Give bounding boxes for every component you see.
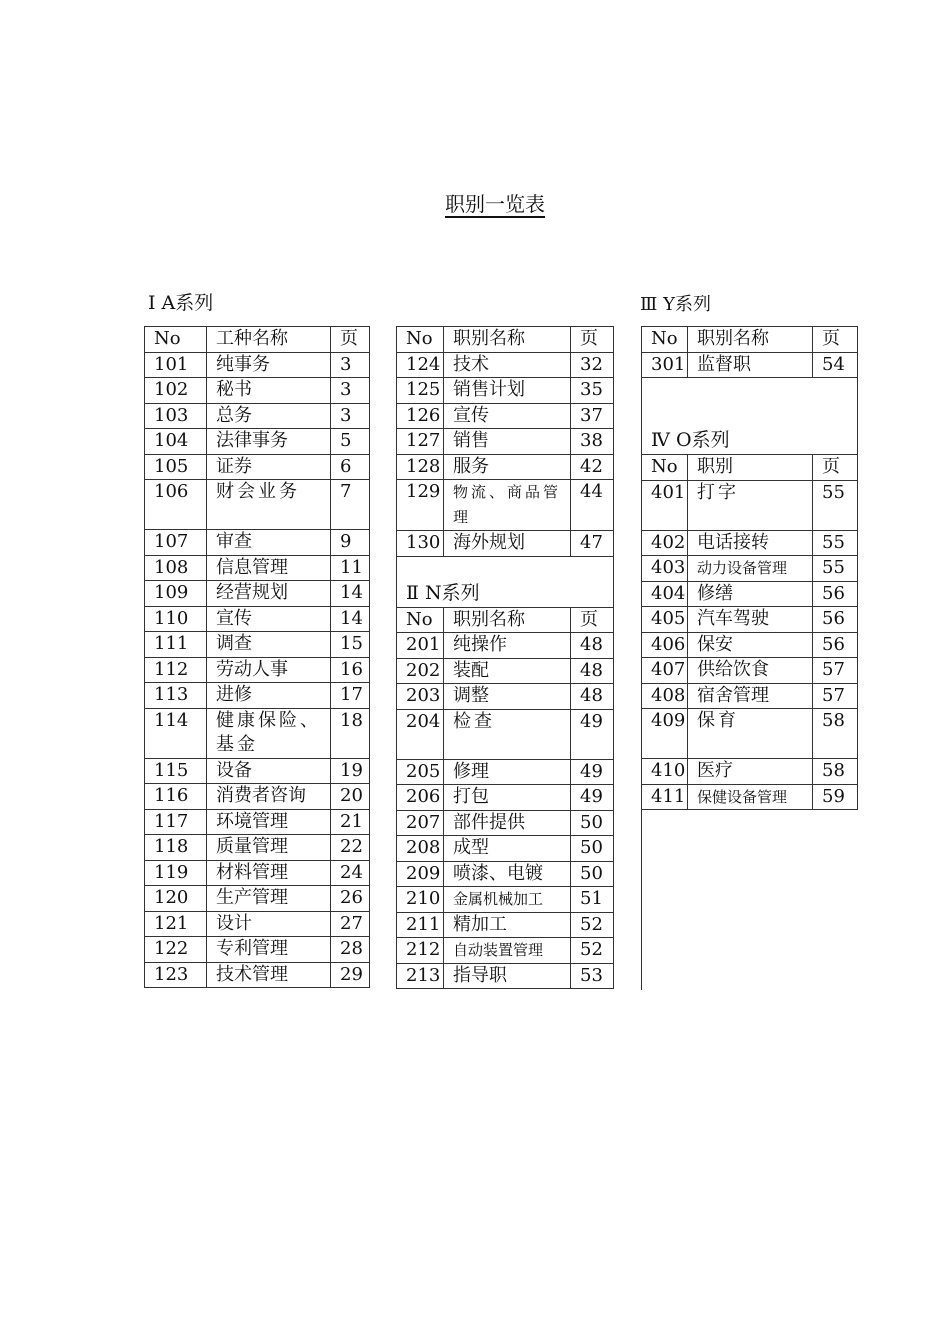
cell-name: 动力设备管理 — [688, 556, 813, 582]
header-no: No — [397, 327, 444, 353]
cell-page: 15 — [331, 632, 370, 658]
table-row — [397, 887, 614, 913]
table-row — [397, 912, 614, 938]
cell-name: 消费者咨询 — [207, 784, 331, 810]
cell-name: 指导职 — [444, 963, 571, 989]
cell-page: 35 — [571, 378, 614, 404]
table-row — [397, 378, 614, 404]
table-row — [145, 911, 370, 937]
cell-name: 质量管理 — [207, 835, 331, 861]
cell-name: 医疗 — [688, 759, 813, 785]
cell-name: 纯事务 — [207, 352, 331, 378]
table-row — [145, 480, 370, 530]
table-row — [397, 938, 614, 964]
table-row — [397, 759, 614, 785]
table-a-series — [144, 326, 370, 988]
cell-no: 126 — [397, 403, 444, 429]
cell-page: 55 — [813, 480, 858, 530]
cell-no: 107 — [145, 530, 207, 556]
cell-page: 3 — [331, 403, 370, 429]
cell-page: 50 — [571, 810, 614, 836]
cell-page: 44 — [571, 480, 614, 531]
header-no: No — [145, 327, 207, 353]
table-row — [145, 708, 370, 758]
cell-name: 劳动人事 — [207, 657, 331, 683]
cell-page: 53 — [571, 963, 614, 989]
cell-no: 213 — [397, 963, 444, 989]
cell-no: 103 — [145, 403, 207, 429]
table-row — [397, 633, 614, 659]
table-row — [145, 657, 370, 683]
cell-name: 审查 — [207, 530, 331, 556]
cell-name: 保安 — [688, 632, 813, 658]
table-row — [642, 352, 858, 378]
cell-page: 7 — [331, 480, 370, 530]
cell-name: 进修 — [207, 683, 331, 709]
cell-name: 宣传 — [207, 606, 331, 632]
cell-page: 11 — [331, 555, 370, 581]
table-row — [642, 480, 858, 530]
cell-no: 409 — [642, 709, 688, 759]
table-row — [642, 530, 858, 556]
header-no: No — [642, 327, 688, 353]
cell-name: 销售计划 — [444, 378, 571, 404]
table-row — [642, 709, 858, 759]
cell-no: 201 — [397, 633, 444, 659]
cell-no: 112 — [145, 657, 207, 683]
cell-name: 技术 — [444, 352, 571, 378]
cell-page: 54 — [813, 352, 858, 378]
cell-name: 经营规划 — [207, 581, 331, 607]
cell-no: 410 — [642, 759, 688, 785]
cell-no: 109 — [145, 581, 207, 607]
cell-page: 21 — [331, 809, 370, 835]
cell-no: 130 — [397, 531, 444, 557]
cell-name: 修理 — [444, 759, 571, 785]
cell-name: 秘书 — [207, 378, 331, 404]
cell-name: 专利管理 — [207, 937, 331, 963]
cell-no: 204 — [397, 709, 444, 759]
cell-name: 装配 — [444, 658, 571, 684]
cell-no: 406 — [642, 632, 688, 658]
table-row — [145, 429, 370, 455]
cell-page: 52 — [571, 912, 614, 938]
cell-no: 104 — [145, 429, 207, 455]
cell-no: 111 — [145, 632, 207, 658]
cell-no: 127 — [397, 429, 444, 455]
cell-name: 修缮 — [688, 581, 813, 607]
table-row — [642, 607, 858, 633]
table-row — [397, 684, 614, 710]
cell-name: 物流、商品管理 — [444, 480, 571, 531]
cell-page: 27 — [331, 911, 370, 937]
cell-no: 211 — [397, 912, 444, 938]
cell-page: 14 — [331, 606, 370, 632]
cell-name: 销售 — [444, 429, 571, 455]
cell-page: 48 — [571, 658, 614, 684]
cell-name: 财会业务 — [207, 480, 331, 530]
cell-name: 调整 — [444, 684, 571, 710]
table-row — [642, 658, 858, 684]
table-row — [397, 352, 614, 378]
table-row — [145, 555, 370, 581]
cell-no: 115 — [145, 758, 207, 784]
header-name: 职别名称 — [688, 327, 813, 353]
cell-no: 117 — [145, 809, 207, 835]
cell-name: 精加工 — [444, 912, 571, 938]
section-o-label: Ⅳ O系列 — [651, 429, 730, 451]
table-header-row — [397, 607, 614, 633]
table-row — [145, 962, 370, 988]
cell-name: 总务 — [207, 403, 331, 429]
table-row — [145, 454, 370, 480]
cell-name: 调查 — [207, 632, 331, 658]
cell-no: 401 — [642, 480, 688, 530]
cell-no: 208 — [397, 836, 444, 862]
cell-name: 金属机械加工 — [444, 887, 571, 913]
cell-page: 28 — [331, 937, 370, 963]
cell-page: 58 — [813, 709, 858, 759]
cell-name: 汽车驾驶 — [688, 607, 813, 633]
cell-page: 48 — [571, 684, 614, 710]
header-page: 页 — [571, 327, 614, 353]
cell-name: 打包 — [444, 785, 571, 811]
table-row — [642, 759, 858, 785]
cell-no: 206 — [397, 785, 444, 811]
cell-no: 120 — [145, 886, 207, 912]
cell-page: 9 — [331, 530, 370, 556]
table-row — [397, 531, 614, 557]
cell-page: 50 — [571, 836, 614, 862]
cell-no: 113 — [145, 683, 207, 709]
cell-no: 405 — [642, 607, 688, 633]
cell-page: 50 — [571, 861, 614, 887]
table-row — [145, 860, 370, 886]
cell-page: 37 — [571, 403, 614, 429]
cell-no: 129 — [397, 480, 444, 531]
cell-page: 32 — [571, 352, 614, 378]
header-page: 页 — [813, 455, 858, 481]
table-row — [642, 581, 858, 607]
cell-page: 59 — [813, 784, 858, 810]
cell-page: 18 — [331, 708, 370, 758]
cell-name: 健康保险、基金 — [207, 708, 331, 758]
cell-no: 207 — [397, 810, 444, 836]
table-header-row — [397, 327, 614, 353]
cell-no: 101 — [145, 352, 207, 378]
trailing-space — [642, 810, 858, 991]
cell-no: 210 — [397, 887, 444, 913]
cell-name: 材料管理 — [207, 860, 331, 886]
cell-name: 服务 — [444, 454, 571, 480]
cell-page: 52 — [571, 938, 614, 964]
cell-page: 57 — [813, 658, 858, 684]
cell-page: 55 — [813, 530, 858, 556]
cell-no: 408 — [642, 683, 688, 709]
cell-page: 38 — [571, 429, 614, 455]
cell-name: 海外规划 — [444, 531, 571, 557]
cell-name: 宿舍管理 — [688, 683, 813, 709]
table-row — [145, 683, 370, 709]
cell-name: 成型 — [444, 836, 571, 862]
table-row — [145, 378, 370, 404]
table-row — [145, 758, 370, 784]
table-row — [145, 784, 370, 810]
table-row — [145, 937, 370, 963]
cell-name: 设备 — [207, 758, 331, 784]
cell-no: 106 — [145, 480, 207, 530]
cell-no: 121 — [145, 911, 207, 937]
cell-no: 411 — [642, 784, 688, 810]
table-row — [642, 683, 858, 709]
cell-no: 124 — [397, 352, 444, 378]
cell-no: 125 — [397, 378, 444, 404]
cell-page: 58 — [813, 759, 858, 785]
cell-name: 设计 — [207, 911, 331, 937]
cell-page: 20 — [331, 784, 370, 810]
cell-name: 电话接转 — [688, 530, 813, 556]
cell-page: 49 — [571, 785, 614, 811]
cell-no: 403 — [642, 556, 688, 582]
section-gap-cell — [642, 378, 858, 455]
cell-name: 检查 — [444, 709, 571, 759]
table-row — [145, 581, 370, 607]
table-row — [145, 606, 370, 632]
table-row — [145, 886, 370, 912]
cell-name: 保育 — [688, 709, 813, 759]
cell-page: 19 — [331, 758, 370, 784]
cell-name: 纯操作 — [444, 633, 571, 659]
cell-no: 407 — [642, 658, 688, 684]
cell-name: 技术管理 — [207, 962, 331, 988]
cell-name: 供给饮食 — [688, 658, 813, 684]
cell-no: 123 — [145, 962, 207, 988]
cell-no: 209 — [397, 861, 444, 887]
header-name: 职别名称 — [444, 607, 571, 633]
table-row — [145, 403, 370, 429]
cell-page: 42 — [571, 454, 614, 480]
cell-page: 24 — [331, 860, 370, 886]
header-name: 职别名称 — [444, 327, 571, 353]
table-row — [397, 836, 614, 862]
header-name: 工种名称 — [207, 327, 331, 353]
cell-name: 信息管理 — [207, 555, 331, 581]
cell-page: 14 — [331, 581, 370, 607]
header-name: 职别 — [688, 455, 813, 481]
table-row — [397, 480, 614, 531]
cell-page: 49 — [571, 759, 614, 785]
table-y-o-series — [641, 326, 858, 990]
cell-no: 114 — [145, 708, 207, 758]
section-a-label: Ⅰ A系列 — [148, 292, 214, 314]
section-y-label: Ⅲ Y系列 — [640, 294, 711, 315]
table-row — [397, 403, 614, 429]
table-row — [145, 530, 370, 556]
cell-name: 生产管理 — [207, 886, 331, 912]
cell-page: 48 — [571, 633, 614, 659]
cell-name: 证券 — [207, 454, 331, 480]
table-row — [642, 784, 858, 810]
header-page: 页 — [331, 327, 370, 353]
cell-page: 16 — [331, 657, 370, 683]
section-gap — [642, 378, 858, 455]
cell-page: 22 — [331, 835, 370, 861]
cell-no: 404 — [642, 581, 688, 607]
table-row — [397, 861, 614, 887]
cell-page: 26 — [331, 886, 370, 912]
cell-no: 203 — [397, 684, 444, 710]
cell-page: 55 — [813, 556, 858, 582]
header-no: No — [397, 607, 444, 633]
cell-name: 部件提供 — [444, 810, 571, 836]
cell-no: 202 — [397, 658, 444, 684]
cell-page: 56 — [813, 632, 858, 658]
cell-page: 47 — [571, 531, 614, 557]
cell-no: 212 — [397, 938, 444, 964]
cell-page: 3 — [331, 352, 370, 378]
cell-no: 122 — [145, 937, 207, 963]
cell-page: 17 — [331, 683, 370, 709]
header-page: 页 — [813, 327, 858, 353]
cell-name: 喷漆、电镀 — [444, 861, 571, 887]
cell-page: 29 — [331, 962, 370, 988]
table-header-row — [642, 455, 858, 481]
table-row — [145, 352, 370, 378]
table-header-row — [145, 327, 370, 353]
cell-no: 110 — [145, 606, 207, 632]
cell-no: 118 — [145, 835, 207, 861]
table-a-cont-n-series — [396, 326, 614, 989]
cell-page: 6 — [331, 454, 370, 480]
table-row — [642, 632, 858, 658]
cell-name: 法律事务 — [207, 429, 331, 455]
cell-name: 打字 — [688, 480, 813, 530]
cell-no: 402 — [642, 530, 688, 556]
table-row — [397, 810, 614, 836]
table-row — [397, 785, 614, 811]
cell-no: 128 — [397, 454, 444, 480]
cell-no: 119 — [145, 860, 207, 886]
cell-no: 205 — [397, 759, 444, 785]
section-gap — [397, 556, 614, 607]
cell-page: 49 — [571, 709, 614, 759]
page-title: 职别一览表 — [445, 192, 545, 216]
cell-name: 环境管理 — [207, 809, 331, 835]
cell-no: 105 — [145, 454, 207, 480]
cell-name: 宣传 — [444, 403, 571, 429]
cell-page: 5 — [331, 429, 370, 455]
table-row — [145, 835, 370, 861]
trailing-line — [642, 810, 858, 991]
table-row — [145, 632, 370, 658]
table-header-row — [642, 327, 858, 353]
cell-no: 301 — [642, 352, 688, 378]
cell-name: 监督职 — [688, 352, 813, 378]
cell-page: 3 — [331, 378, 370, 404]
cell-page: 51 — [571, 887, 614, 913]
table-row — [397, 658, 614, 684]
cell-no: 108 — [145, 555, 207, 581]
table-row — [145, 809, 370, 835]
header-page: 页 — [571, 607, 614, 633]
table-row — [397, 454, 614, 480]
table-row — [642, 556, 858, 582]
cell-no: 102 — [145, 378, 207, 404]
table-row — [397, 709, 614, 759]
cell-page: 57 — [813, 683, 858, 709]
table-row — [397, 963, 614, 989]
cell-page: 56 — [813, 607, 858, 633]
table-row — [397, 429, 614, 455]
cell-name: 自动装置管理 — [444, 938, 571, 964]
cell-name: 保健设备管理 — [688, 784, 813, 810]
header-no: No — [642, 455, 688, 481]
cell-no: 116 — [145, 784, 207, 810]
cell-page: 56 — [813, 581, 858, 607]
section-gap-cell — [397, 556, 614, 607]
section-n-label: Ⅱ N系列 — [406, 581, 480, 604]
